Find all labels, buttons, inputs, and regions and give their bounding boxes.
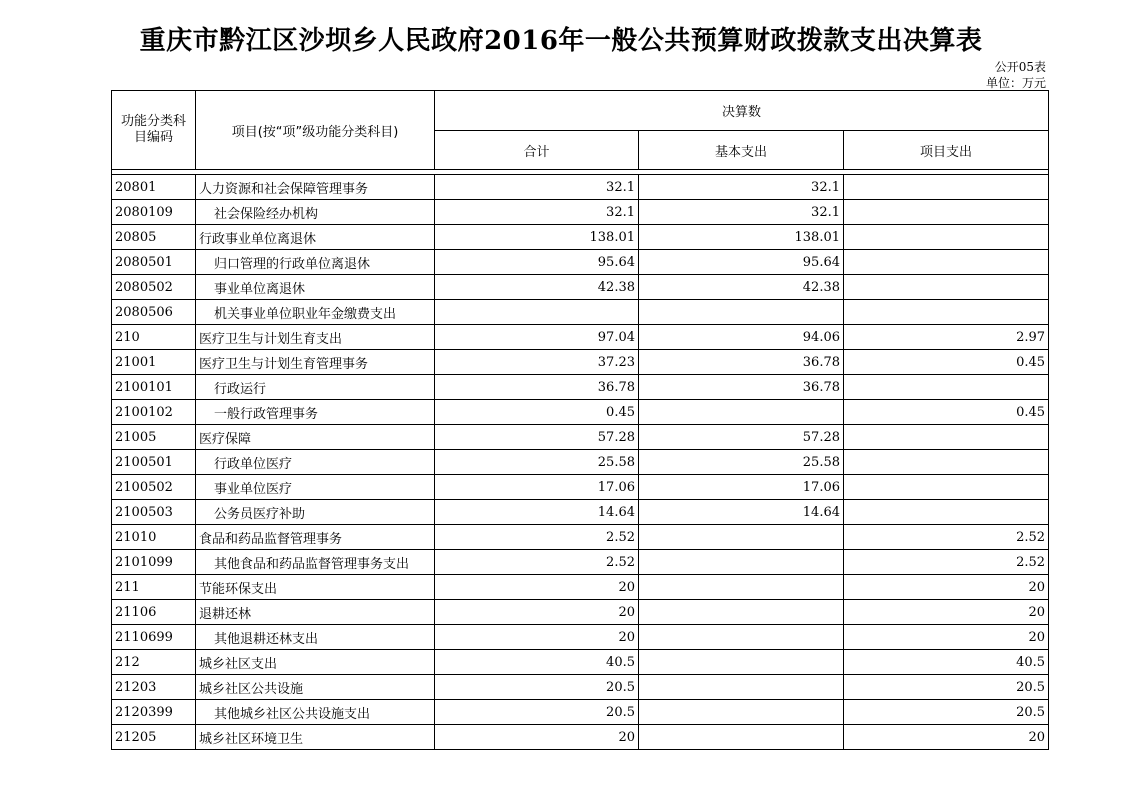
row-total: 14.64 <box>435 500 639 525</box>
row-total: 20 <box>435 625 639 650</box>
row-project <box>844 250 1049 275</box>
row-code: 21205 <box>112 725 196 750</box>
row-item-name: 食品和药品监督管理事务 <box>196 525 435 550</box>
row-total: 42.38 <box>435 275 639 300</box>
row-item-name: 机关事业单位职业年金缴费支出 <box>196 300 435 325</box>
row-project <box>844 450 1049 475</box>
table-row <box>112 250 1049 275</box>
table-row <box>112 375 1049 400</box>
table-row <box>112 725 1049 750</box>
row-code: 2120399 <box>112 700 196 725</box>
row-total: 32.1 <box>435 175 639 200</box>
row-item-name: 医疗保障 <box>196 425 435 450</box>
row-code: 212 <box>112 650 196 675</box>
row-code: 2080501 <box>112 250 196 275</box>
row-basic: 17.06 <box>639 475 844 500</box>
row-project <box>844 475 1049 500</box>
row-basic <box>639 725 844 750</box>
table-row <box>112 225 1049 250</box>
row-project: 40.5 <box>844 650 1049 675</box>
row-item-name: 人力资源和社会保障管理事务 <box>196 175 435 200</box>
row-basic: 32.1 <box>639 200 844 225</box>
row-item-name: 事业单位离退休 <box>196 275 435 300</box>
row-item-name: 公务员医疗补助 <box>196 500 435 525</box>
row-project: 20.5 <box>844 675 1049 700</box>
row-code: 2080506 <box>112 300 196 325</box>
row-basic: 95.64 <box>639 250 844 275</box>
row-code: 210 <box>112 325 196 350</box>
row-basic: 36.78 <box>639 350 844 375</box>
table-row <box>112 600 1049 625</box>
row-item-name: 城乡社区环境卫生 <box>196 725 435 750</box>
row-basic <box>639 600 844 625</box>
row-code: 2100102 <box>112 400 196 425</box>
row-basic: 57.28 <box>639 425 844 450</box>
row-basic <box>639 625 844 650</box>
row-code: 21001 <box>112 350 196 375</box>
header-final-accounts: 决算数 <box>435 91 1049 131</box>
row-project: 2.97 <box>844 325 1049 350</box>
table-row <box>112 450 1049 475</box>
table-row <box>112 175 1049 200</box>
row-project <box>844 225 1049 250</box>
row-total: 97.04 <box>435 325 639 350</box>
row-code: 2101099 <box>112 550 196 575</box>
row-code: 2080502 <box>112 275 196 300</box>
table-row <box>112 300 1049 325</box>
row-item-name: 退耕还林 <box>196 600 435 625</box>
header-code: 功能分类科目编码 <box>112 91 196 170</box>
row-basic: 36.78 <box>639 375 844 400</box>
row-project <box>844 200 1049 225</box>
row-basic <box>639 700 844 725</box>
row-total: 0.45 <box>435 400 639 425</box>
row-code: 2100101 <box>112 375 196 400</box>
row-basic: 14.64 <box>639 500 844 525</box>
table-row <box>112 200 1049 225</box>
row-total: 95.64 <box>435 250 639 275</box>
row-code: 21005 <box>112 425 196 450</box>
row-total: 32.1 <box>435 200 639 225</box>
table-row <box>112 625 1049 650</box>
row-basic <box>639 300 844 325</box>
row-item-name: 其他城乡社区公共设施支出 <box>196 700 435 725</box>
row-project: 20 <box>844 600 1049 625</box>
row-code: 2100502 <box>112 475 196 500</box>
row-basic: 42.38 <box>639 275 844 300</box>
table-row <box>112 325 1049 350</box>
row-total: 20 <box>435 600 639 625</box>
row-item-name: 节能环保支出 <box>196 575 435 600</box>
row-code: 2100501 <box>112 450 196 475</box>
row-project: 2.52 <box>844 525 1049 550</box>
row-project <box>844 425 1049 450</box>
table-body <box>112 175 1049 750</box>
row-code: 21010 <box>112 525 196 550</box>
row-item-name: 一般行政管理事务 <box>196 400 435 425</box>
row-total: 37.23 <box>435 350 639 375</box>
row-item-name: 行政运行 <box>196 375 435 400</box>
row-basic <box>639 575 844 600</box>
table-row <box>112 400 1049 425</box>
table-row <box>112 425 1049 450</box>
row-project <box>844 300 1049 325</box>
form-number: 公开05表 <box>994 60 1046 74</box>
row-code: 21203 <box>112 675 196 700</box>
row-total: 2.52 <box>435 525 639 550</box>
row-code: 2100503 <box>112 500 196 525</box>
row-item-name: 城乡社区支出 <box>196 650 435 675</box>
row-item-name: 行政事业单位离退休 <box>196 225 435 250</box>
row-code: 211 <box>112 575 196 600</box>
row-item-name: 医疗卫生与计划生育支出 <box>196 325 435 350</box>
row-basic <box>639 675 844 700</box>
table-row <box>112 550 1049 575</box>
row-total: 40.5 <box>435 650 639 675</box>
row-basic <box>639 525 844 550</box>
row-item-name: 医疗卫生与计划生育管理事务 <box>196 350 435 375</box>
table-row <box>112 575 1049 600</box>
row-item-name: 归口管理的行政单位离退休 <box>196 250 435 275</box>
table-row <box>112 275 1049 300</box>
row-project <box>844 375 1049 400</box>
table-row <box>112 475 1049 500</box>
row-basic <box>639 550 844 575</box>
row-item-name: 社会保险经办机构 <box>196 200 435 225</box>
row-code: 20801 <box>112 175 196 200</box>
unit-label: 单位：万元 <box>985 76 1046 90</box>
row-item-name: 其他食品和药品监督管理事务支出 <box>196 550 435 575</box>
row-total: 57.28 <box>435 425 639 450</box>
row-basic: 32.1 <box>639 175 844 200</box>
row-basic: 94.06 <box>639 325 844 350</box>
row-basic <box>639 650 844 675</box>
row-code: 2110699 <box>112 625 196 650</box>
row-total: 20.5 <box>435 700 639 725</box>
row-project <box>844 175 1049 200</box>
row-project: 20.5 <box>844 700 1049 725</box>
row-total <box>435 300 639 325</box>
row-total: 20 <box>435 725 639 750</box>
table-row <box>112 650 1049 675</box>
row-project: 0.45 <box>844 350 1049 375</box>
table-row <box>112 525 1049 550</box>
row-basic: 25.58 <box>639 450 844 475</box>
row-project: 20 <box>844 725 1049 750</box>
header-basic: 基本支出 <box>639 131 844 170</box>
row-item-name: 行政单位医疗 <box>196 450 435 475</box>
row-total: 17.06 <box>435 475 639 500</box>
row-code: 20805 <box>112 225 196 250</box>
table-row <box>112 350 1049 375</box>
row-total: 20 <box>435 575 639 600</box>
row-code: 21106 <box>112 600 196 625</box>
table-row <box>112 700 1049 725</box>
row-total: 2.52 <box>435 550 639 575</box>
row-item-name: 其他退耕还林支出 <box>196 625 435 650</box>
table-row <box>112 500 1049 525</box>
expenditure-table <box>111 90 1049 750</box>
row-project: 20 <box>844 625 1049 650</box>
row-project <box>844 500 1049 525</box>
page-title: 重庆市黔江区沙坝乡人民政府2016年一般公共预算财政拨款支出决算表 <box>139 26 983 56</box>
header-item: 项目(按“项”级功能分类科目) <box>196 91 435 170</box>
row-project: 0.45 <box>844 400 1049 425</box>
row-total: 36.78 <box>435 375 639 400</box>
header-project: 项目支出 <box>844 131 1049 170</box>
row-item-name: 事业单位医疗 <box>196 475 435 500</box>
row-item-name: 城乡社区公共设施 <box>196 675 435 700</box>
row-basic <box>639 400 844 425</box>
row-code: 2080109 <box>112 200 196 225</box>
row-total: 25.58 <box>435 450 639 475</box>
row-total: 20.5 <box>435 675 639 700</box>
row-project: 2.52 <box>844 550 1049 575</box>
row-project: 20 <box>844 575 1049 600</box>
table-row <box>112 675 1049 700</box>
header-total: 合计 <box>435 131 639 170</box>
row-total: 138.01 <box>435 225 639 250</box>
row-project <box>844 275 1049 300</box>
row-basic: 138.01 <box>639 225 844 250</box>
